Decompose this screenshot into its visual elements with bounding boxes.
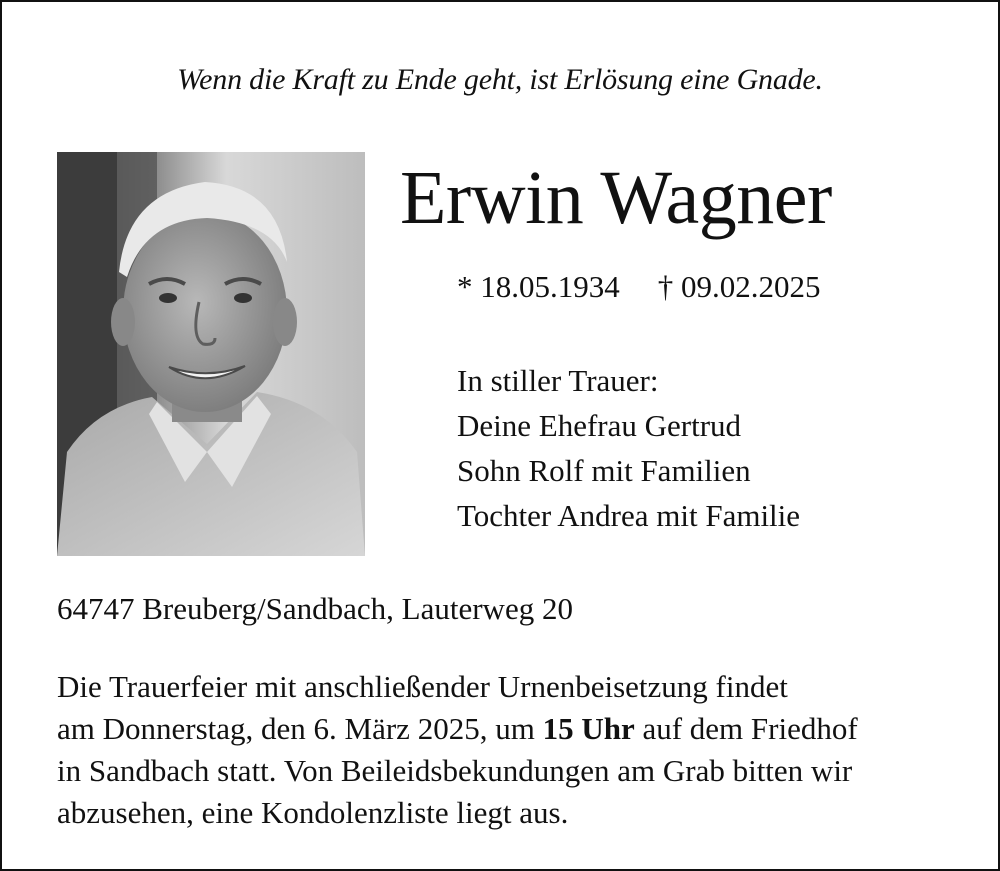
portrait-photo (57, 152, 365, 556)
mourner-line: Deine Ehefrau Gertrud (457, 408, 742, 443)
deceased-name: Erwin Wagner (400, 156, 832, 240)
portrait-image (57, 152, 365, 556)
mourner-line: Tochter Andrea mit Familie (457, 498, 801, 533)
ceremony-line-2 (57, 711, 858, 746)
ceremony-line-1: Die Trauerfeier mit anschließender Urnenbeisetzung findet (57, 669, 788, 704)
ceremony-time: 15 Uhr (542, 711, 635, 746)
ceremony-location-text: auf dem Friedhof (634, 711, 858, 746)
motto-quote: Wenn die Kraft zu Ende geht, ist Erlösung eine Gnade. (177, 63, 823, 96)
birth-date: * 18.05.1934 (457, 269, 620, 304)
ceremony-line-3: in Sandbach statt. Von Beileidsbekundungen am Grab bitten wir (57, 753, 853, 788)
death-date: † 09.02.2025 (657, 269, 821, 304)
ceremony-date-text: am Donnerstag, den 6. März 2025, um (57, 711, 543, 746)
mourner-line: Sohn Rolf mit Familien (457, 453, 751, 488)
ceremony-line-4: abzusehen, eine Kondolenzliste liegt aus. (57, 795, 569, 830)
mourners-list (457, 358, 800, 538)
life-dates (457, 266, 821, 308)
mourners-heading: In stiller Trauer: (457, 363, 659, 398)
family-address: 64747 Breuberg/Sandbach, Lauterweg 20 (57, 591, 573, 626)
ceremony-announcement (57, 666, 987, 834)
